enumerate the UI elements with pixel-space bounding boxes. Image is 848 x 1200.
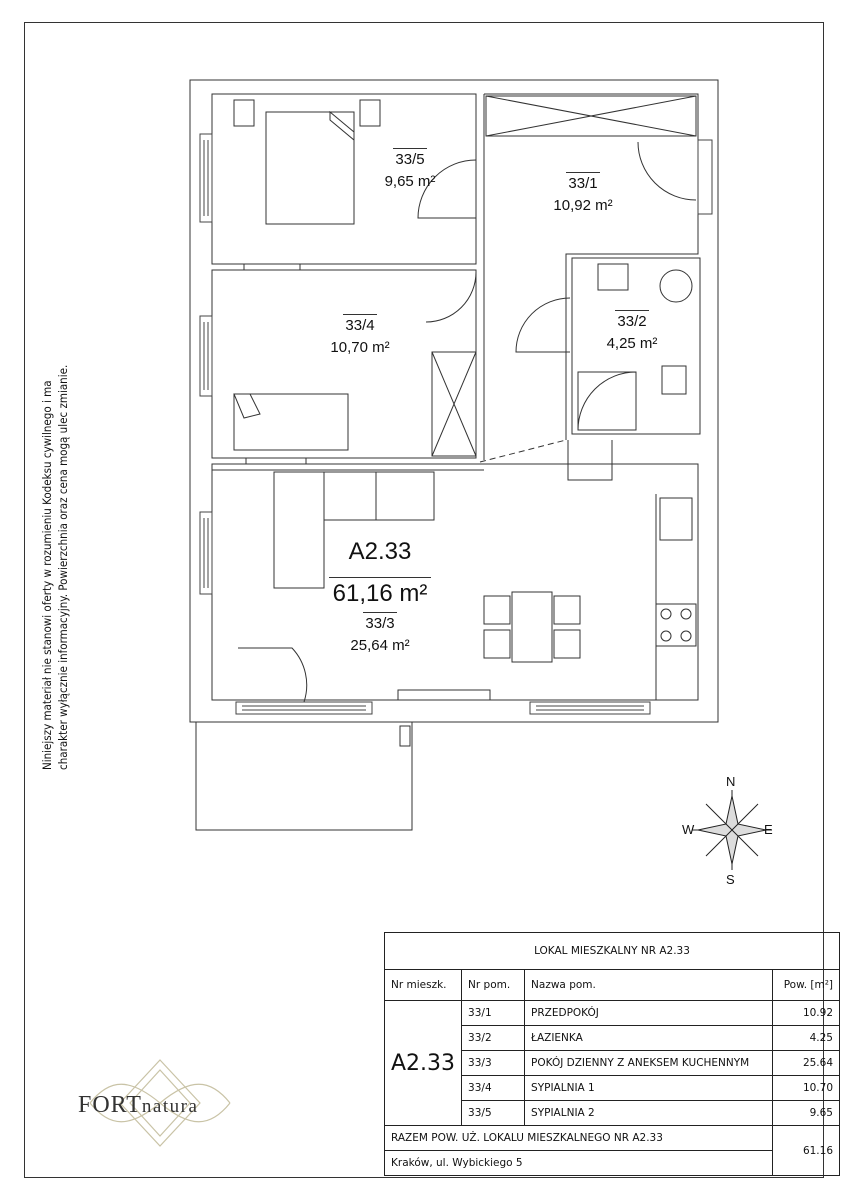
- cell-area: 4.25: [773, 1026, 840, 1051]
- cell-room-name: SYPIALNIA 1: [525, 1076, 773, 1101]
- cell-area: 9.65: [773, 1101, 840, 1126]
- unit-area: [300, 577, 460, 608]
- compass-east: E: [764, 822, 773, 837]
- room-number: 33/5: [393, 148, 426, 171]
- disclaimer-text: Niniejszy materiał nie stanowi oferty w rozumieniu Kodeksu cywilnego i ma charakter wyłącznie informacyjny. Powierzchnia oraz cena mogą ulec zmianie.: [40, 364, 70, 770]
- balcony: [196, 722, 412, 830]
- room-33-1-outline: [484, 94, 698, 440]
- cell-room-name: PRZEDPOKÓJ: [525, 1001, 773, 1026]
- room-table: [384, 932, 840, 1176]
- cell-room-no: 33/4: [462, 1076, 525, 1101]
- compass-south: S: [726, 872, 735, 887]
- compass-west: W: [682, 822, 695, 837]
- room-label-33-2: [592, 310, 672, 355]
- cell-area: 25.64: [773, 1051, 840, 1076]
- toilet: [662, 366, 686, 394]
- logo-fort: FORT: [78, 1092, 142, 1118]
- kitchen-sink: [660, 498, 692, 540]
- room-area: 10,92 m²: [553, 196, 613, 214]
- room-area: 10,70 m²: [330, 338, 390, 356]
- total-area: 61.16: [773, 1126, 840, 1176]
- dining-table: [512, 592, 552, 662]
- table-total-row: [385, 1126, 840, 1151]
- logo-natura: natura: [141, 1096, 199, 1117]
- outer-wall: [190, 80, 718, 722]
- room-label-33-1: [538, 172, 628, 217]
- cell-area: 10.92: [773, 1001, 840, 1026]
- door-entrance: [638, 142, 696, 200]
- kitchen-shaft: [568, 440, 612, 480]
- table-row: [385, 1001, 840, 1026]
- window: [200, 512, 212, 594]
- window: [200, 134, 212, 222]
- shower: [578, 372, 636, 430]
- window: [200, 316, 212, 396]
- table-header-row: [385, 970, 840, 1001]
- room-label-33-3: [330, 612, 430, 657]
- cell-room-name: ŁAZIENKA: [525, 1026, 773, 1051]
- door-33-2: [516, 298, 570, 352]
- cell-room-no: 33/5: [462, 1101, 525, 1126]
- balcony-drain: [400, 726, 410, 746]
- cell-room-name: SYPIALNIA 2: [525, 1101, 773, 1126]
- address: Kraków, ul. Wybickiego 5: [385, 1151, 773, 1176]
- window: [236, 702, 372, 714]
- sofa: [274, 472, 434, 588]
- room-number: 33/3: [363, 612, 396, 635]
- header-room-no: Nr pom.: [462, 970, 525, 1001]
- cell-area: 10.70: [773, 1076, 840, 1101]
- unit-label: A2.33: [348, 538, 412, 565]
- total-label: RAZEM POW. UŻ. LOKALU MIESZKALNEGO NR A2.33: [385, 1126, 773, 1151]
- door-33-3: [480, 440, 566, 462]
- room-area: 4,25 m²: [606, 334, 658, 352]
- header-area: Pow. [m²]: [773, 970, 840, 1001]
- unit-area-value: 61,16 m²: [329, 577, 432, 608]
- header-room-name: Nazwa pom.: [525, 970, 773, 1001]
- room-label-33-5: [370, 148, 450, 193]
- table-address-row: [385, 1151, 840, 1176]
- compass-rose: [692, 790, 772, 870]
- cell-room-no: 33/1: [462, 1001, 525, 1026]
- room-area: 9,65 m²: [384, 172, 436, 190]
- table-title: LOKAL MIESZKALNY NR A2.33: [385, 933, 840, 970]
- room-33-4-outline: [212, 270, 476, 458]
- window: [530, 702, 650, 714]
- cell-room-no: 33/2: [462, 1026, 525, 1051]
- washing-machine: [660, 270, 692, 302]
- cell-room-name: POKÓJ DZIENNY Z ANEKSEM KUCHENNYM: [525, 1051, 773, 1076]
- compass-north: N: [726, 774, 736, 789]
- header-unit: Nr mieszk.: [385, 970, 462, 1001]
- bed-33-4: [234, 394, 348, 450]
- cell-room-no: 33/3: [462, 1051, 525, 1076]
- room-number: 33/1: [566, 172, 599, 195]
- door-balcony: [238, 648, 307, 702]
- entrance: [698, 140, 712, 214]
- room-number: 33/2: [615, 310, 648, 333]
- unit-cell: A2.33: [385, 1001, 462, 1126]
- room-area: 25,64 m²: [350, 636, 410, 654]
- washbasin: [598, 264, 628, 290]
- room-label-33-4: [310, 314, 410, 359]
- fortnatura-logo: [78, 1092, 198, 1119]
- room-number: 33/4: [343, 314, 376, 337]
